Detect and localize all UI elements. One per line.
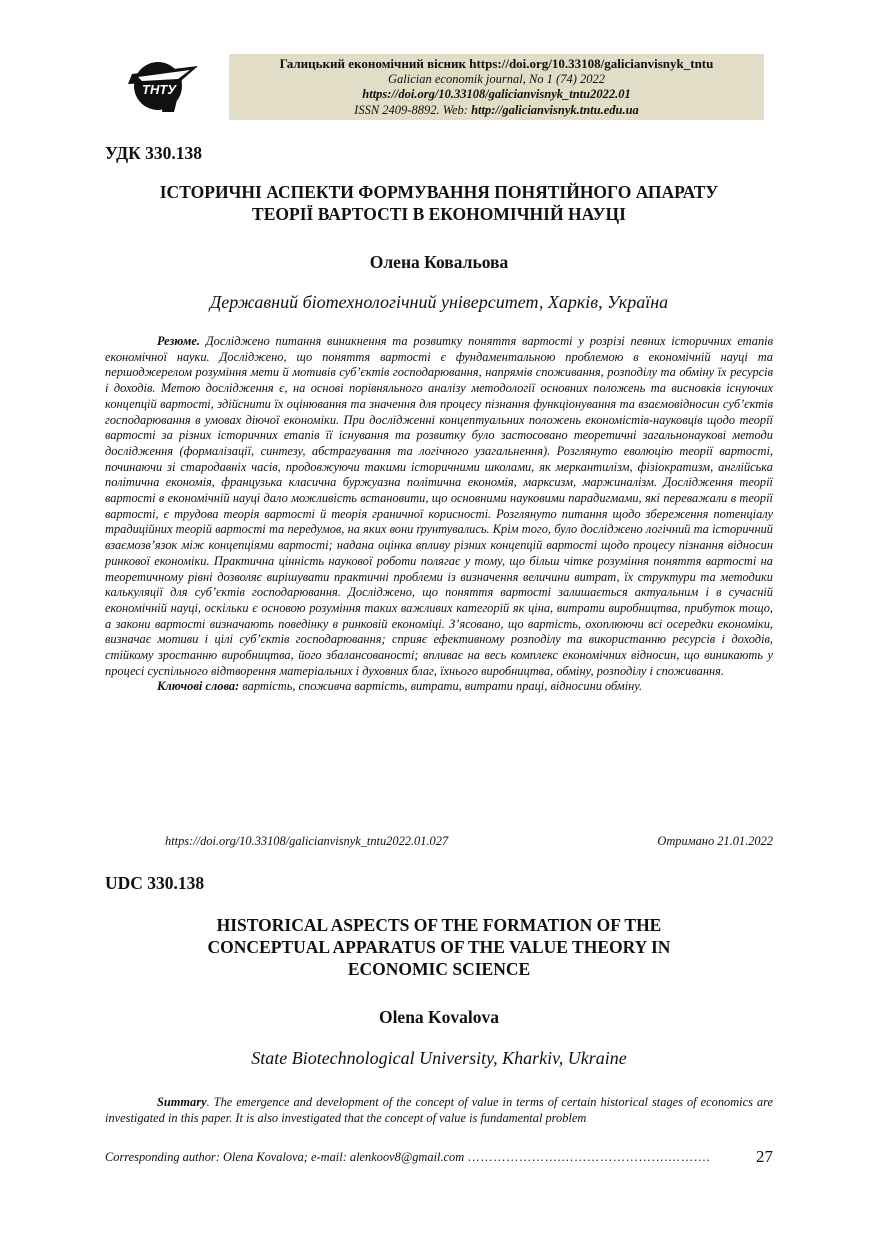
abstract-label: Резюме. [157,334,200,348]
author-ua: Олена Ковальова [369,252,509,272]
title-en-line3: ECONOMIC SCIENCE [347,959,531,979]
corresponding-author: Corresponding author: Olena Kovalova; e-mail: alenkoov8@gmail.com [105,1150,465,1164]
author-en: Olena Kovalova [378,1007,500,1027]
page-number: 27 [754,1150,773,1165]
title-en-line2: CONCEPTUAL APPARATUS OF THE VALUE THEORY IN [207,937,671,957]
affiliation-en: State Biotechnological University, Kharkiv, Ukraine [251,1048,627,1068]
journal-web-link[interactable]: http://galicianvisnyk.tntu.edu.ua [471,102,639,117]
keywords-text: вартість, споживча вартість, витрати, витрати праці, відносини обміну. [239,679,643,694]
tntu-logo [128,54,204,116]
udc-ua: УДК 330.138 [105,143,203,163]
summary-text: . The emergence and development of the concept of value in terms of certain historical stages of economics are investigated in this paper. It is also investigated that the concept of value is fundamental problem [105,1095,773,1125]
issn-text: ISSN 2409-8892. Web: [354,102,472,117]
title-ua-line1: ІСТОРИЧНІ АСПЕКТИ ФОРМУВАННЯ ПОНЯТІЙНОГО АПАРАТУ [159,182,719,202]
title-en-line1: HISTORICAL ASPECTS OF THE FORMATION OF THE [216,915,662,935]
title-ua [105,181,773,225]
keywords-ua [105,679,773,695]
journal-name-line: Галицький економічний вісник https://doi.org/10.33108/galicianvisnyk_tntu [279,56,714,71]
title-en [105,914,773,980]
footer-leader-dots: ………………….…………………….………. [467,1150,711,1164]
journal-issn-line [229,103,764,119]
affiliation-ua: Державний біотехнологічний університет, Харків, Україна [209,292,669,312]
summary-label: Summary [157,1095,207,1109]
journal-header-box [229,54,764,120]
logo-text: ТНТУ [142,82,177,97]
abstract-ua [105,334,773,695]
summary-en-paragraph [105,1095,773,1126]
udc-en: UDC 330.138 [105,873,205,893]
journal-issue-doi: https://doi.org/10.33108/galicianvisnyk_tntu2022.01 [362,87,631,101]
summary-en [105,1095,773,1126]
keywords-label: Ключові слова: [157,679,240,694]
page-footer [105,1150,773,1165]
article-doi-link[interactable]: https://doi.org/10.33108/galicianvisnyk_tntu2022.01.027 [165,834,449,848]
journal-issue-line: Galician economik journal, No 1 (74) 2022 [388,71,605,86]
received-date: Отримано 21.01.2022 [657,834,773,848]
abstract-text: Досліджено питання виникнення та розвитку поняття вартості у розрізі певних історичних етапів економічної науки. Досліджено, що поняття вартості є фундаментальною проблемою в економічній науці та першоджерелом розуміння мети й мотивів суб’єктів господарювання, напрямів споживання, розподілу та обміну їх ресурсів і доходів. Метою дослідження є, на основі порівняльного аналізу методології основних положень та висновків існуючих концепцій вартості, здійснити їх оцінювання та значення для процесу пізнання функціонування та взаємовідносин суб’єктів господарювання в умовах діючої економіки. При дослідженні концептуальних положень економістів-науковців щодо теорії вартості за різних історичних етапів її існування та розвитку було застосовано теоретичні загальнонаукові методи дослідження (формалізації, синтезу, абстрагування та логічного узагальнення). Розглянуто еволюцію теорії вартості, починаючи зі стародавніх часів, продовжуючи такими історичними школами, як меркантилізм, фізіократизм, англійська політична економія, французька класична буржуазна політична економія, марксизм, маржиналізм. Дослідження теорії вартості в економічній науці дало можливість встановити, що основними науковими парадигмами, які переважали в теорії вартості, є трудова теорія вартості й теорія граничної корисності. Розглянуто питання щодо збереження потенціалу традиційних теорій вартості та передумов, на яких вони ґрунтувались. Крім того, було досліджено логічний та історичний взаємозв’язок між концепціями вартості; надана оцінка впливу різних концепцій вартості щодо процесу пізнання відносин ринкової економіки. Практична цінність наукової роботи полягає у тому, що більш чітке розуміння поняття вартості на теоретичному рівні дозволяє вирішувати практичні проблеми із визначення величини витрат, їх структури та методики калькуляції для суб’єктів господарювання. Досліджено, що поняття вартості залишається актуальним і в сучасній економічній науці, оскільки є основою розуміння таких важливих категорій як ціна, витрати виробництва, прибуток тощо, а закони вартості визначають поведінку в ринковій економіці. З’ясовано, що вартість, охоплюючи всі осередки економіки, визначає мотиви і цілі суб’єктів господарювання; сприяє ефективному розподілу та використанню ресурсів і доходів, стійкому зростанню виробництва, його збалансованості; впливає на весь комплекс економічних відносин, що виникають у процесі суспільного відтворення матеріальних і духовних благ, їхнього виробництва, обміну, розподілу і споживання. [105,334,773,678]
title-ua-line2: ТЕОРІЇ ВАРТОСТІ В ЕКОНОМІЧНІЙ НАУЦІ [252,204,626,224]
abstract-ua-paragraph [105,334,773,679]
